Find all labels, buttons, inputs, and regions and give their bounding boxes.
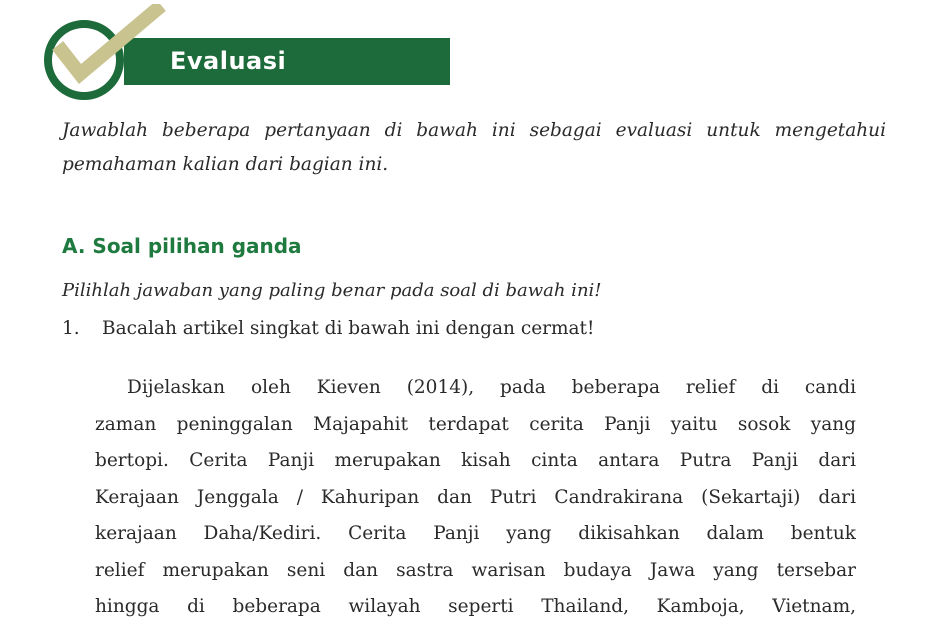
- checkmark-circle-icon: [40, 4, 170, 104]
- section-heading: A. Soal pilihan ganda: [62, 234, 302, 258]
- article-line: bertopi. Cerita Panji merupakan kisah cinta antara Putra Panji dari: [95, 450, 856, 471]
- article-line: zaman peninggalan Majapahit terdapat cerita Panji yaitu sosok yang: [95, 413, 856, 435]
- question-item: [62, 318, 594, 339]
- article-line: Dijelaskan oleh Kieven (2014), pada beberapa relief di candi: [127, 377, 856, 398]
- article-line: relief merupakan seni dan sastra warisan budaya Jawa yang tersebar: [95, 559, 856, 581]
- article-block: [95, 370, 856, 626]
- question-number: 1.: [62, 318, 80, 339]
- title-banner: [124, 38, 450, 85]
- article-line: kerajaan Daha/Kediri. Cerita Panji yang dikisahkan dalam bentuk: [95, 523, 856, 544]
- article-line: hingga di beberapa wilayah seperti Thailand, Kamboja, Vietnam,: [95, 596, 856, 617]
- evaluation-header: [40, 4, 460, 104]
- article-line: Kerajaan Jenggala / Kahuripan dan Putri Candrakirana (Sekartaji) dari: [95, 486, 856, 508]
- instruction-text: Pilihlah jawaban yang paling benar pada soal di bawah ini!: [62, 280, 602, 301]
- intro-text: Jawablah beberapa pertanyaan di bawah ini sebagai evaluasi untuk mengetahui pemahaman kalian dari bagian ini.: [62, 120, 886, 175]
- page-title: Evaluasi: [170, 47, 287, 75]
- question-text: Bacalah artikel singkat di bawah ini dengan cermat!: [102, 318, 595, 339]
